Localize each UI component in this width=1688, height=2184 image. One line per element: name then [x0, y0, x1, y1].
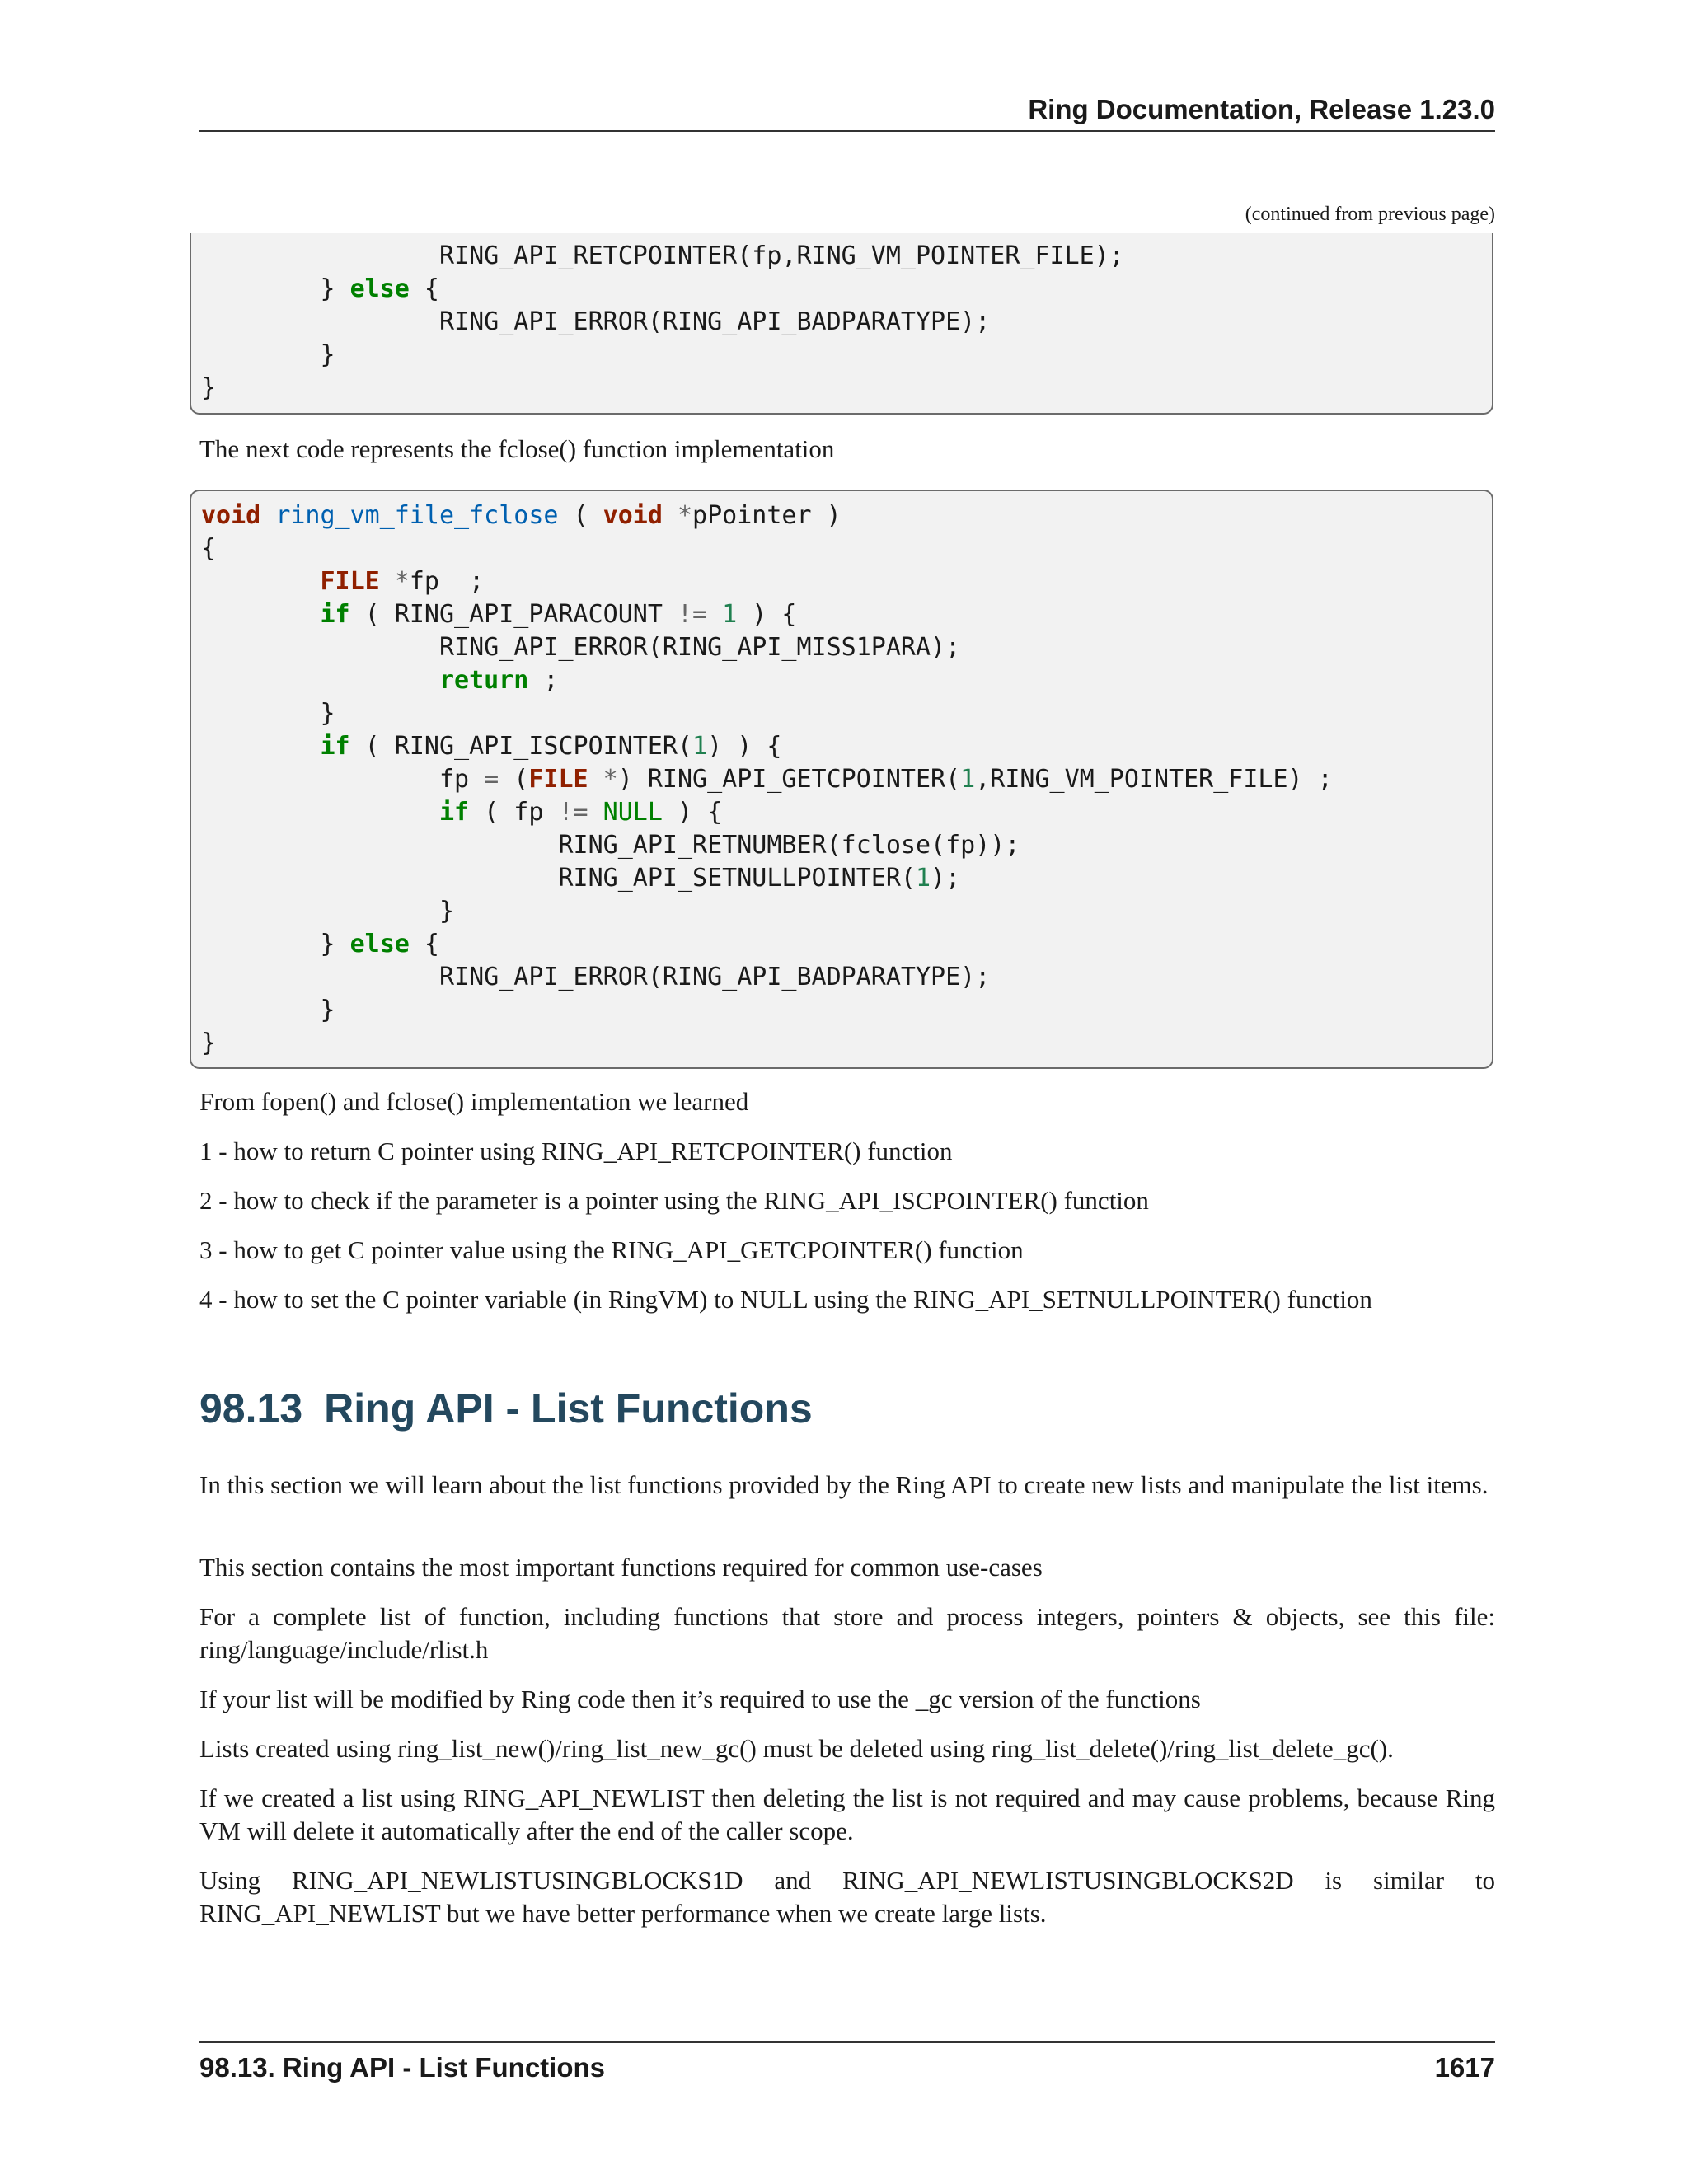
section-title-text: Ring API - List Functions: [324, 1385, 813, 1432]
section-number: 98.13: [199, 1385, 303, 1432]
footer-divider: [199, 2041, 1495, 2043]
learned-item: 2 - how to check if the parameter is a pointer using the RING_API_ISCPOINTER() function: [199, 1186, 1149, 1215]
learned-item: 4 - how to set the C pointer variable (in RingVM) to NULL using the RING_API_SETNULLPOINTER() function: [199, 1285, 1372, 1314]
header-divider: [199, 130, 1495, 132]
section-heading: [199, 1385, 813, 1432]
footer-section-title: 98.13. Ring API - List Functions: [199, 2052, 606, 2083]
running-header: Ring Documentation, Release 1.23.0: [1028, 94, 1495, 124]
learned-item: 3 - how to get C pointer value using the RING_API_GETCPOINTER() function: [199, 1235, 1024, 1264]
section-paragraph: In this section we will learn about the list functions provided by the Ring API to create new lists and manipulate the list items.: [199, 1470, 1489, 1499]
section-paragraph: If your list will be modified by Ring code then it’s required to use the _gc version of the functions: [199, 1685, 1201, 1713]
page-number: 1617: [1434, 2052, 1495, 2083]
section-paragraph: This section contains the most important functions required for common use-cases: [199, 1553, 1043, 1582]
learned-intro: From fopen() and fclose() implementation we learned: [199, 1087, 749, 1116]
section-paragraph: Using RING_API_NEWLISTUSINGBLOCKS1D and RING_API_NEWLISTUSINGBLOCKS2D is similar to RING_API_NEWLIST but we have better performance when we create large lists.: [199, 1866, 1495, 1928]
code-block-fclose: [190, 490, 1493, 1069]
section-paragraph: For a complete list of function, including functions that store and process integers, pointers & objects, see this file: ring/language/include/rlist.h: [199, 1602, 1495, 1664]
code-content: RING_API_RETCPOINTER(fp,RING_VM_POINTER_FILE); } else { RING_API_ERROR(RING_API_BADPARATYPE); } }: [201, 241, 1124, 402]
section-paragraph: Lists created using ring_list_new()/ring_list_new_gc() must be deleted using ring_list_delete()/ring_list_delete_gc().: [199, 1734, 1394, 1763]
section-paragraph: If we created a list using RING_API_NEWLIST then deleting the list is not required and may cause problems, because Ring VM will delete it automatically after the end of the caller scope.: [199, 1783, 1495, 1845]
document-page: [199, 0, 1495, 2184]
code-content: void ring_vm_file_fclose ( void *pPointer ) { FILE *fp ; if ( RING_API_PARACOUNT != 1 ) { RING_API_ERROR(RING_API_MISS1PARA); return ; } if ( RING_API_ISCPOINTER(1) ) { fp = (FILE *) RING_API_GETCPOINTER(1,RING_VM_POINTER_FILE) ; if ( fp != NULL ) { RING_API_RETNUMBER(fclose(fp)); RING_API_SETNULLPOINTER(1); } } else { RING_API_ERROR(RING_API_BADPARATYPE); } }: [201, 501, 1333, 1057]
continued-label: (continued from previous page): [1245, 204, 1495, 225]
intro-fclose-text: The next code represents the fclose() function implementation: [199, 434, 835, 463]
learned-item: 1 - how to return C pointer using RING_API_RETCPOINTER() function: [199, 1137, 953, 1165]
code-block-fopen-end: [190, 233, 1493, 415]
